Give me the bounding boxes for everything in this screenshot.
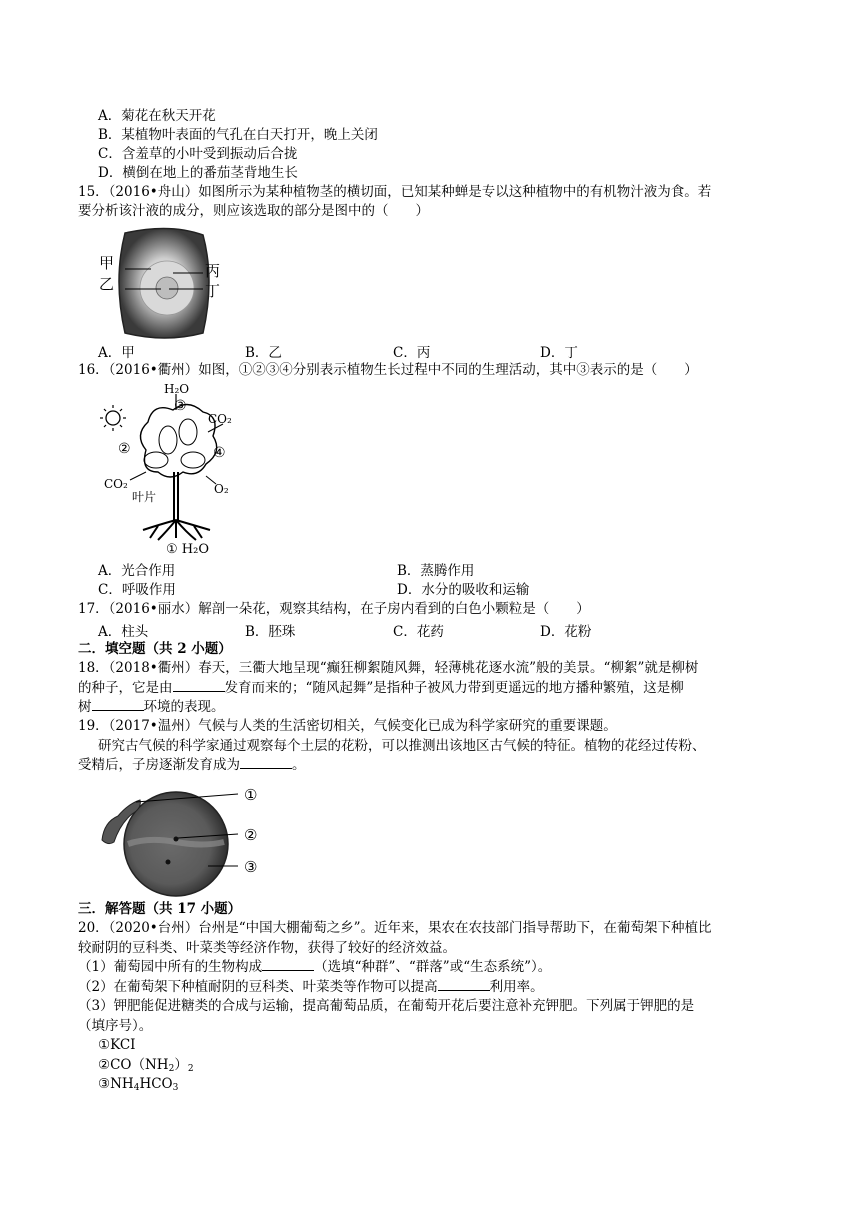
q20-choice-2-a: ②CO（NH	[98, 1057, 169, 1073]
label-circle-1: ①	[244, 786, 258, 804]
label-circle-4: ④	[213, 445, 226, 461]
q20-choice-2-sub-a: 2	[168, 1064, 175, 1074]
q20-part2-b: 利用率。	[489, 979, 544, 995]
q18-blank-2[interactable]	[92, 698, 144, 711]
section-2-heading: 二．填空题（共 2 小题）	[78, 641, 232, 657]
label-circle-2: ②	[118, 441, 131, 457]
label-bing: 丙	[205, 262, 221, 280]
label-leaf: 叶片	[132, 490, 157, 504]
q18-stem-line3	[78, 698, 225, 716]
q18-line3-part2: 环境的表现。	[143, 699, 225, 715]
q16-option-a: A．光合作用	[98, 563, 176, 579]
q15-option-a: A．甲	[98, 345, 135, 361]
q17-option-d: D．花粉	[540, 624, 592, 640]
q18-blank-1[interactable]	[173, 679, 225, 692]
q15-stem-line1: 15．（2016•舟山）如图所示为某种植物茎的横切面，已知某种蝉是专以这种植物中的有机物汁液为食。若	[78, 184, 712, 200]
q18-stem-line1: 18．（2018•衢州）春天，三衢大地呈现“癫狂柳絮随风舞，轻薄桃花逐水流”般的美景。“柳絮”就是柳树	[78, 660, 699, 676]
q17-option-c: C．花药	[393, 624, 444, 640]
q18-line3-part1: 树	[78, 699, 92, 715]
q14-option-d: D．横倒在地上的番茄茎背地生长	[98, 165, 298, 181]
label-o2: O₂	[214, 482, 229, 496]
label-yi: 乙	[99, 275, 115, 293]
q15-option-b: B．乙	[245, 345, 282, 361]
ovary-figure	[98, 782, 268, 897]
q20-choice-2-sub-b: 2	[187, 1064, 194, 1074]
q18-line2-part1: 的种子，它是由	[78, 680, 173, 696]
ovary-drawing	[98, 782, 268, 897]
stem-cross-section-figure	[95, 225, 235, 340]
q20-blank-2[interactable]	[438, 978, 490, 991]
q16-option-c: C．呼吸作用	[98, 582, 176, 598]
q20-choice-3-b: HCO	[139, 1076, 173, 1092]
q14-option-c: C．含羞草的小叶受到振动后合拢	[98, 146, 298, 162]
label-circle-1-h2o: ① H₂O	[166, 542, 209, 557]
q16-option-d: D．水分的吸收和运输	[397, 582, 530, 598]
q17-option-a: A．柱头	[98, 624, 149, 640]
label-circle-3: ③	[174, 398, 187, 414]
label-co2-right: CO₂	[208, 412, 232, 426]
label-jia: 甲	[99, 254, 115, 272]
q20-blank-1[interactable]	[262, 958, 314, 971]
q20-part1-b: （选填“种群”、“群落”或“生态系统”）。	[314, 959, 552, 975]
q19-blank[interactable]	[240, 756, 292, 769]
q15-stem-line2: 要分析该汁液的成分，则应该选取的部分是图中的（ ）	[78, 203, 429, 219]
label-co2-left: CO₂	[104, 477, 128, 491]
q19-stem-line3	[78, 756, 306, 774]
label-ding: 丁	[205, 282, 221, 300]
q20-choice-3-a: ③NH	[98, 1076, 134, 1092]
q18-line2-part2: 发育而来的；“随风起舞”是指种子被风力带到更遥远的地方播种繁殖，这是柳	[224, 680, 684, 696]
q20-stem-line1: 20．（2020•台州）台州是“中国大棚葡萄之乡”。近年来，果农在农技部门指导帮助下，在葡萄架下种植比	[78, 920, 712, 936]
label-circle-3: ③	[244, 858, 258, 876]
q20-choice-3-sub-a: 4	[133, 1083, 140, 1093]
q19-line3-part1: 受精后，子房逐渐发育成为	[78, 757, 240, 773]
q20-choice-1: ①KCI	[98, 1037, 136, 1053]
q20-choice-3	[98, 1075, 178, 1097]
q20-part2-a: （2）在葡萄架下种植耐阴的豆科类、叶菜类等作物可以提高	[78, 979, 438, 995]
q18-stem-line2	[78, 679, 684, 697]
q17-option-b: B．胚珠	[245, 624, 296, 640]
q14-option-b: B．某植物叶表面的气孔在白天打开，晚上关闭	[98, 127, 378, 143]
label-top-h2o: H₂O	[164, 382, 190, 396]
q20-part2	[78, 978, 544, 996]
q15-option-c: C．丙	[393, 345, 431, 361]
q17-stem-line1: 17．（2016•丽水）解剖一朵花，观察其结构，在子房内看到的白色小颗粒是（ ）	[78, 601, 590, 617]
q20-choice-3-sub-b: 3	[172, 1083, 179, 1093]
q20-part1	[78, 958, 551, 976]
plant-processes-figure	[98, 380, 243, 560]
q20-part3-b: （填序号）。	[78, 1018, 153, 1034]
plant-processes-drawing	[98, 380, 243, 560]
q20-stem-line2: 较耐阴的豆科类、叶菜类等经济作物，获得了较好的经济效益。	[78, 940, 456, 956]
section-3-heading: 三．解答题（共 17 小题）	[78, 901, 242, 917]
label-circle-2: ②	[244, 826, 258, 844]
q20-choice-2-b: ）	[174, 1057, 188, 1073]
q19-line3-part2: 。	[292, 757, 306, 773]
q20-part1-a: （1）葡萄园中所有的生物构成	[78, 959, 263, 975]
q15-option-d: D．丁	[540, 345, 578, 361]
q14-option-a: A．菊花在秋天开花	[98, 108, 216, 124]
q16-stem-line1: 16．（2016•衢州）如图，①②③④分别表示植物生长过程中不同的生理活动，其中③表示的是（ ）	[78, 362, 698, 378]
q19-stem-line1: 19．（2017•温州）气候与人类的生活密切相关，气候变化已成为科学家研究的重要课题。	[78, 718, 617, 734]
q19-stem-line2: 研究古气候的科学家通过观察每个土层的花粉，可以推测出该地区古气候的特征。植物的花经过传粉、	[98, 738, 706, 754]
q20-part3: （3）钾肥能促进糖类的合成与运输，提高葡萄品质，在葡萄开花后要注意补充钾肥。下列属于钾肥的是	[78, 998, 695, 1014]
q16-option-b: B．蒸腾作用	[397, 563, 475, 579]
